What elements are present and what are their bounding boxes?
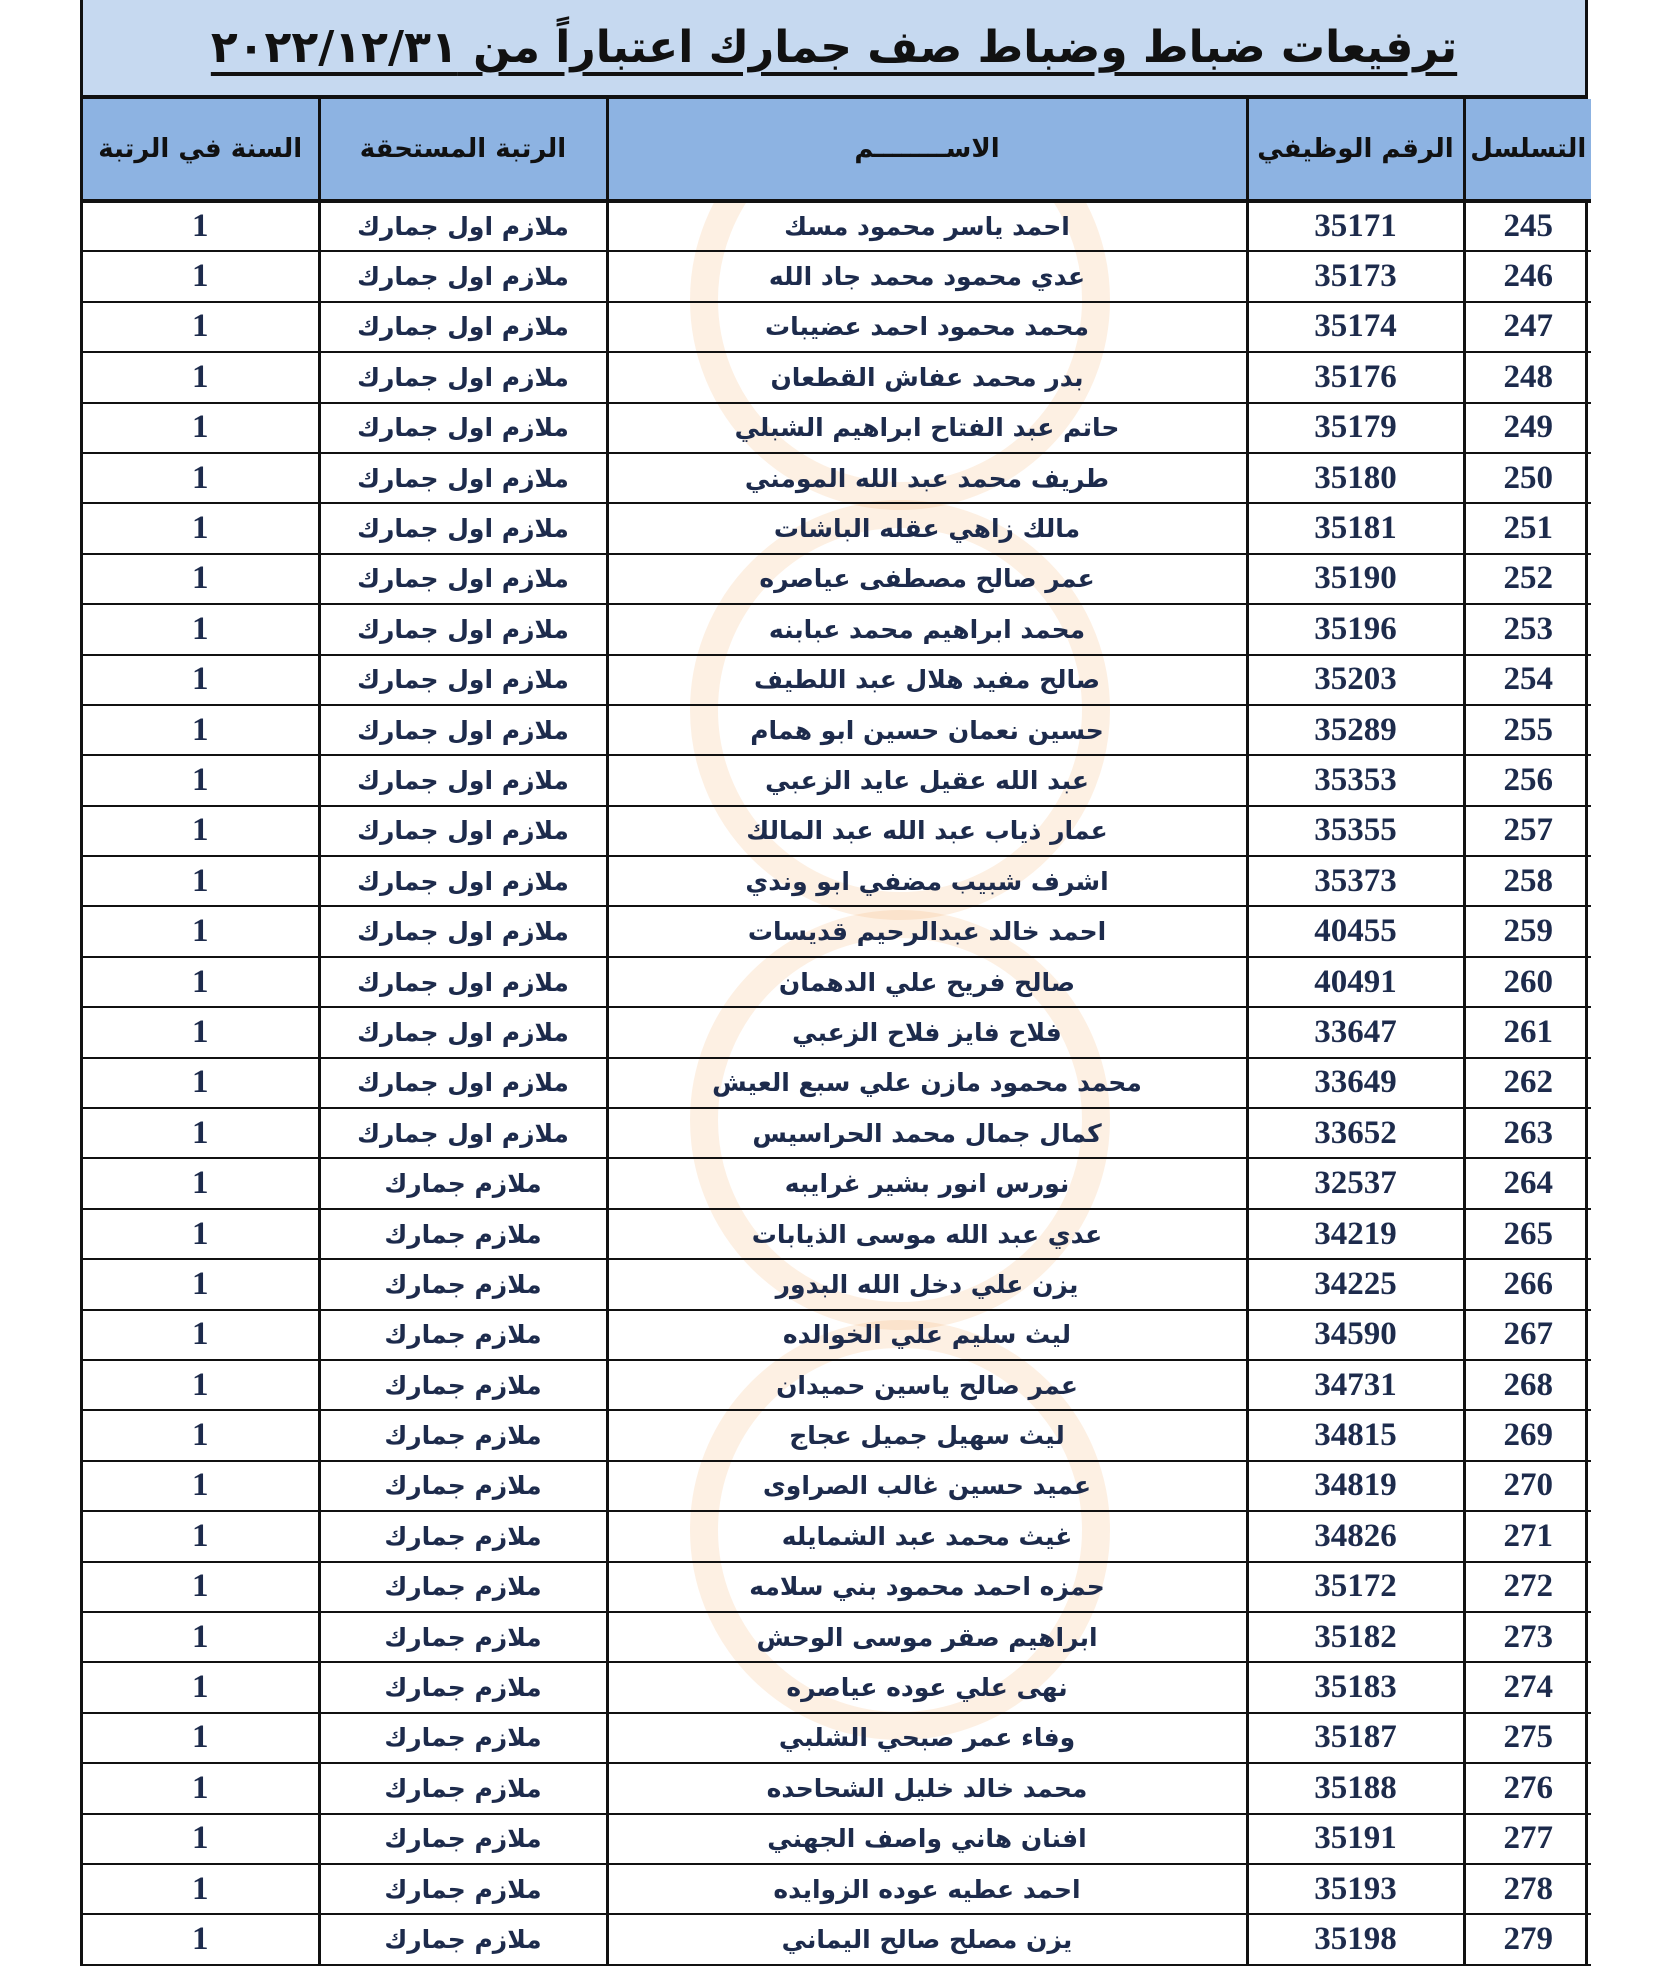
job-number-cell: 35188 (1247, 1763, 1464, 1813)
years-cell: 1 (83, 806, 319, 856)
serial-cell: 262 (1464, 1058, 1591, 1108)
job-number-cell: 33647 (1247, 1007, 1464, 1057)
job-number-cell: 33649 (1247, 1058, 1464, 1108)
rank-cell: ملازم جمارك (319, 1612, 607, 1662)
table-row (83, 1310, 1591, 1360)
years-cell: 1 (83, 503, 319, 553)
job-number-cell: 35171 (1247, 201, 1464, 251)
name-cell: كمال جمال محمد الحراسيس (607, 1108, 1247, 1158)
years-cell: 1 (83, 302, 319, 352)
job-number-cell: 35203 (1247, 655, 1464, 705)
header-rank: الرتبة المستحقة (319, 99, 607, 201)
table-row (83, 1713, 1591, 1763)
years-cell: 1 (83, 655, 319, 705)
promotions-document (80, 0, 1588, 1966)
name-cell: عميد حسين غالب الصراوى (607, 1461, 1247, 1511)
name-cell: غيث محمد عبد الشمايله (607, 1511, 1247, 1561)
serial-cell: 265 (1464, 1209, 1591, 1259)
serial-cell: 268 (1464, 1360, 1591, 1410)
rank-cell: ملازم جمارك (319, 1410, 607, 1460)
serial-cell: 256 (1464, 755, 1591, 805)
table-row (83, 1511, 1591, 1561)
serial-cell: 249 (1464, 403, 1591, 453)
serial-cell: 275 (1464, 1713, 1591, 1763)
years-cell: 1 (83, 453, 319, 503)
table-row (83, 1058, 1591, 1108)
rank-cell: ملازم اول جمارك (319, 554, 607, 604)
years-cell: 1 (83, 1461, 319, 1511)
name-cell: اشرف شبيب مضفي ابو وندي (607, 856, 1247, 906)
name-cell: بدر محمد عفاش القطعان (607, 352, 1247, 402)
serial-cell: 252 (1464, 554, 1591, 604)
name-cell: طريف محمد عبد الله المومني (607, 453, 1247, 503)
job-number-cell: 35172 (1247, 1562, 1464, 1612)
table-row (83, 1209, 1591, 1259)
years-cell: 1 (83, 1410, 319, 1460)
rank-cell: ملازم جمارك (319, 1562, 607, 1612)
job-number-cell: 40491 (1247, 957, 1464, 1007)
years-cell: 1 (83, 1713, 319, 1763)
table-row (83, 856, 1591, 906)
job-number-cell: 34225 (1247, 1259, 1464, 1309)
name-cell: ليث سهيل جميل عجاج (607, 1410, 1247, 1460)
name-cell: محمد محمود مازن علي سبع العيش (607, 1058, 1247, 1108)
serial-cell: 260 (1464, 957, 1591, 1007)
name-cell: مالك زاهي عقله الباشات (607, 503, 1247, 553)
years-cell: 1 (83, 1662, 319, 1712)
job-number-cell: 34815 (1247, 1410, 1464, 1460)
table-row (83, 1662, 1591, 1712)
job-number-cell: 34819 (1247, 1461, 1464, 1511)
name-cell: فلاح فايز فلاح الزعبي (607, 1007, 1247, 1057)
name-cell: عمار ذياب عبد الله عبد المالك (607, 806, 1247, 856)
rank-cell: ملازم اول جمارك (319, 251, 607, 301)
years-cell: 1 (83, 251, 319, 301)
rank-cell: ملازم جمارك (319, 1209, 607, 1259)
table-row (83, 1410, 1591, 1460)
serial-cell: 253 (1464, 604, 1591, 654)
header-name: الاســــــــم (607, 99, 1247, 201)
years-cell: 1 (83, 1511, 319, 1561)
name-cell: احمد عطيه عوده الزوايده (607, 1864, 1247, 1914)
serial-cell: 270 (1464, 1461, 1591, 1511)
name-cell: نهى علي عوده عياصره (607, 1662, 1247, 1712)
rank-cell: ملازم اول جمارك (319, 352, 607, 402)
name-cell: محمد محمود احمد عضيبات (607, 302, 1247, 352)
years-cell: 1 (83, 554, 319, 604)
rank-cell: ملازم جمارك (319, 1814, 607, 1864)
name-cell: محمد ابراهيم محمد عبابنه (607, 604, 1247, 654)
serial-cell: 247 (1464, 302, 1591, 352)
serial-cell: 255 (1464, 705, 1591, 755)
rank-cell: ملازم اول جمارك (319, 604, 607, 654)
table-row (83, 655, 1591, 705)
header-serial: التسلسل (1464, 99, 1591, 201)
rank-cell: ملازم اول جمارك (319, 856, 607, 906)
serial-cell: 271 (1464, 1511, 1591, 1561)
years-cell: 1 (83, 201, 319, 251)
promotions-table (83, 99, 1591, 1966)
table-row (83, 906, 1591, 956)
rank-cell: ملازم جمارك (319, 1259, 607, 1309)
serial-cell: 269 (1464, 1410, 1591, 1460)
serial-cell: 257 (1464, 806, 1591, 856)
serial-cell: 266 (1464, 1259, 1591, 1309)
rank-cell: ملازم جمارك (319, 1864, 607, 1914)
document-title-bar (83, 0, 1585, 99)
table-row (83, 1814, 1591, 1864)
name-cell: محمد خالد خليل الشحاحده (607, 1763, 1247, 1813)
table-row (83, 1763, 1591, 1813)
rank-cell: ملازم اول جمارك (319, 1108, 607, 1158)
job-number-cell: 35187 (1247, 1713, 1464, 1763)
years-cell: 1 (83, 352, 319, 402)
name-cell: يزن علي دخل الله البدور (607, 1259, 1247, 1309)
serial-cell: 248 (1464, 352, 1591, 402)
table-row (83, 1562, 1591, 1612)
rank-cell: ملازم جمارك (319, 1158, 607, 1208)
table-row (83, 201, 1591, 251)
header-years-in-rank: السنة في الرتبة (83, 99, 319, 201)
serial-cell: 245 (1464, 201, 1591, 251)
table-row (83, 705, 1591, 755)
serial-cell: 254 (1464, 655, 1591, 705)
rank-cell: ملازم اول جمارك (319, 705, 607, 755)
years-cell: 1 (83, 957, 319, 1007)
job-number-cell: 34590 (1247, 1310, 1464, 1360)
serial-cell: 261 (1464, 1007, 1591, 1057)
years-cell: 1 (83, 856, 319, 906)
years-cell: 1 (83, 1158, 319, 1208)
rank-cell: ملازم اول جمارك (319, 755, 607, 805)
job-number-cell: 35173 (1247, 251, 1464, 301)
table-row (83, 1914, 1591, 1964)
table-row (83, 806, 1591, 856)
name-cell: عدي محمود محمد جاد الله (607, 251, 1247, 301)
table-row (83, 1259, 1591, 1309)
rank-cell: ملازم اول جمارك (319, 403, 607, 453)
job-number-cell: 35193 (1247, 1864, 1464, 1914)
name-cell: عمر صالح ياسين حميدان (607, 1360, 1247, 1410)
name-cell: يزن مصلح صالح اليماني (607, 1914, 1247, 1964)
name-cell: احمد ياسر محمود مسك (607, 201, 1247, 251)
name-cell: احمد خالد عبدالرحيم قديسات (607, 906, 1247, 956)
rank-cell: ملازم جمارك (319, 1914, 607, 1964)
table-header-row (83, 99, 1591, 201)
table-row (83, 503, 1591, 553)
serial-cell: 278 (1464, 1864, 1591, 1914)
job-number-cell: 35182 (1247, 1612, 1464, 1662)
rank-cell: ملازم اول جمارك (319, 806, 607, 856)
years-cell: 1 (83, 1814, 319, 1864)
rank-cell: ملازم جمارك (319, 1511, 607, 1561)
serial-cell: 250 (1464, 453, 1591, 503)
serial-cell: 273 (1464, 1612, 1591, 1662)
job-number-cell: 34219 (1247, 1209, 1464, 1259)
job-number-cell: 34826 (1247, 1511, 1464, 1561)
table-row (83, 1158, 1591, 1208)
job-number-cell: 40455 (1247, 906, 1464, 956)
job-number-cell: 35196 (1247, 604, 1464, 654)
job-number-cell: 35289 (1247, 705, 1464, 755)
rank-cell: ملازم اول جمارك (319, 453, 607, 503)
rank-cell: ملازم اول جمارك (319, 906, 607, 956)
table-row (83, 554, 1591, 604)
serial-cell: 274 (1464, 1662, 1591, 1712)
rank-cell: ملازم اول جمارك (319, 957, 607, 1007)
job-number-cell: 33652 (1247, 1108, 1464, 1158)
job-number-cell: 35181 (1247, 503, 1464, 553)
name-cell: حاتم عبد الفتاح ابراهيم الشبلي (607, 403, 1247, 453)
serial-cell: 272 (1464, 1562, 1591, 1612)
name-cell: عدي عبد الله موسى الذيابات (607, 1209, 1247, 1259)
name-cell: حمزه احمد محمود بني سلامه (607, 1562, 1247, 1612)
serial-cell: 258 (1464, 856, 1591, 906)
serial-cell: 251 (1464, 503, 1591, 553)
name-cell: عمر صالح مصطفى عياصره (607, 554, 1247, 604)
job-number-cell: 35176 (1247, 352, 1464, 402)
job-number-cell: 32537 (1247, 1158, 1464, 1208)
years-cell: 1 (83, 705, 319, 755)
rank-cell: ملازم اول جمارك (319, 1058, 607, 1108)
years-cell: 1 (83, 1562, 319, 1612)
table-row (83, 1108, 1591, 1158)
rank-cell: ملازم اول جمارك (319, 655, 607, 705)
rank-cell: ملازم جمارك (319, 1310, 607, 1360)
job-number-cell: 35373 (1247, 856, 1464, 906)
serial-cell: 259 (1464, 906, 1591, 956)
serial-cell: 264 (1464, 1158, 1591, 1208)
table-row (83, 403, 1591, 453)
table-row (83, 755, 1591, 805)
table-row (83, 453, 1591, 503)
years-cell: 1 (83, 1007, 319, 1057)
table-row (83, 957, 1591, 1007)
name-cell: صالح مفيد هلال عبد اللطيف (607, 655, 1247, 705)
table-row (83, 604, 1591, 654)
job-number-cell: 35183 (1247, 1662, 1464, 1712)
name-cell: ليث سليم علي الخوالده (607, 1310, 1247, 1360)
years-cell: 1 (83, 1058, 319, 1108)
years-cell: 1 (83, 604, 319, 654)
serial-cell: 246 (1464, 251, 1591, 301)
table-row (83, 1612, 1591, 1662)
table-body (83, 201, 1591, 1965)
name-cell: ابراهيم صقر موسى الوحش (607, 1612, 1247, 1662)
years-cell: 1 (83, 1914, 319, 1964)
rank-cell: ملازم اول جمارك (319, 1007, 607, 1057)
name-cell: حسين نعمان حسين ابو همام (607, 705, 1247, 755)
job-number-cell: 35353 (1247, 755, 1464, 805)
document-title: ترفيعات ضباط وضباط صف جمارك اعتباراً من ٢٠٢٢/١٢/٣١ (210, 22, 1458, 73)
name-cell: صالح فريح علي الدهمان (607, 957, 1247, 1007)
job-number-cell: 34731 (1247, 1360, 1464, 1410)
years-cell: 1 (83, 755, 319, 805)
serial-cell: 279 (1464, 1914, 1591, 1964)
serial-cell: 263 (1464, 1108, 1591, 1158)
job-number-cell: 35355 (1247, 806, 1464, 856)
years-cell: 1 (83, 1310, 319, 1360)
table-row (83, 1360, 1591, 1410)
name-cell: عبد الله عقيل عايد الزعبي (607, 755, 1247, 805)
table-row (83, 302, 1591, 352)
job-number-cell: 35179 (1247, 403, 1464, 453)
serial-cell: 267 (1464, 1310, 1591, 1360)
years-cell: 1 (83, 906, 319, 956)
serial-cell: 277 (1464, 1814, 1591, 1864)
rank-cell: ملازم اول جمارك (319, 503, 607, 553)
years-cell: 1 (83, 1209, 319, 1259)
rank-cell: ملازم اول جمارك (319, 302, 607, 352)
table-row (83, 1864, 1591, 1914)
rank-cell: ملازم جمارك (319, 1763, 607, 1813)
years-cell: 1 (83, 1360, 319, 1410)
job-number-cell: 35198 (1247, 1914, 1464, 1964)
serial-cell: 276 (1464, 1763, 1591, 1813)
years-cell: 1 (83, 1108, 319, 1158)
years-cell: 1 (83, 1612, 319, 1662)
table-row (83, 352, 1591, 402)
years-cell: 1 (83, 1864, 319, 1914)
job-number-cell: 35174 (1247, 302, 1464, 352)
name-cell: نورس انور بشير غرايبه (607, 1158, 1247, 1208)
rank-cell: ملازم جمارك (319, 1713, 607, 1763)
table-row (83, 251, 1591, 301)
rank-cell: ملازم اول جمارك (319, 201, 607, 251)
name-cell: افنان هاني واصف الجهني (607, 1814, 1247, 1864)
years-cell: 1 (83, 1763, 319, 1813)
rank-cell: ملازم جمارك (319, 1461, 607, 1511)
years-cell: 1 (83, 403, 319, 453)
years-cell: 1 (83, 1259, 319, 1309)
table-row (83, 1007, 1591, 1057)
table-row (83, 1461, 1591, 1511)
header-job-number: الرقم الوظيفي (1247, 99, 1464, 201)
rank-cell: ملازم جمارك (319, 1360, 607, 1410)
job-number-cell: 35180 (1247, 453, 1464, 503)
job-number-cell: 35191 (1247, 1814, 1464, 1864)
rank-cell: ملازم جمارك (319, 1662, 607, 1712)
job-number-cell: 35190 (1247, 554, 1464, 604)
name-cell: وفاء عمر صبحي الشلبي (607, 1713, 1247, 1763)
